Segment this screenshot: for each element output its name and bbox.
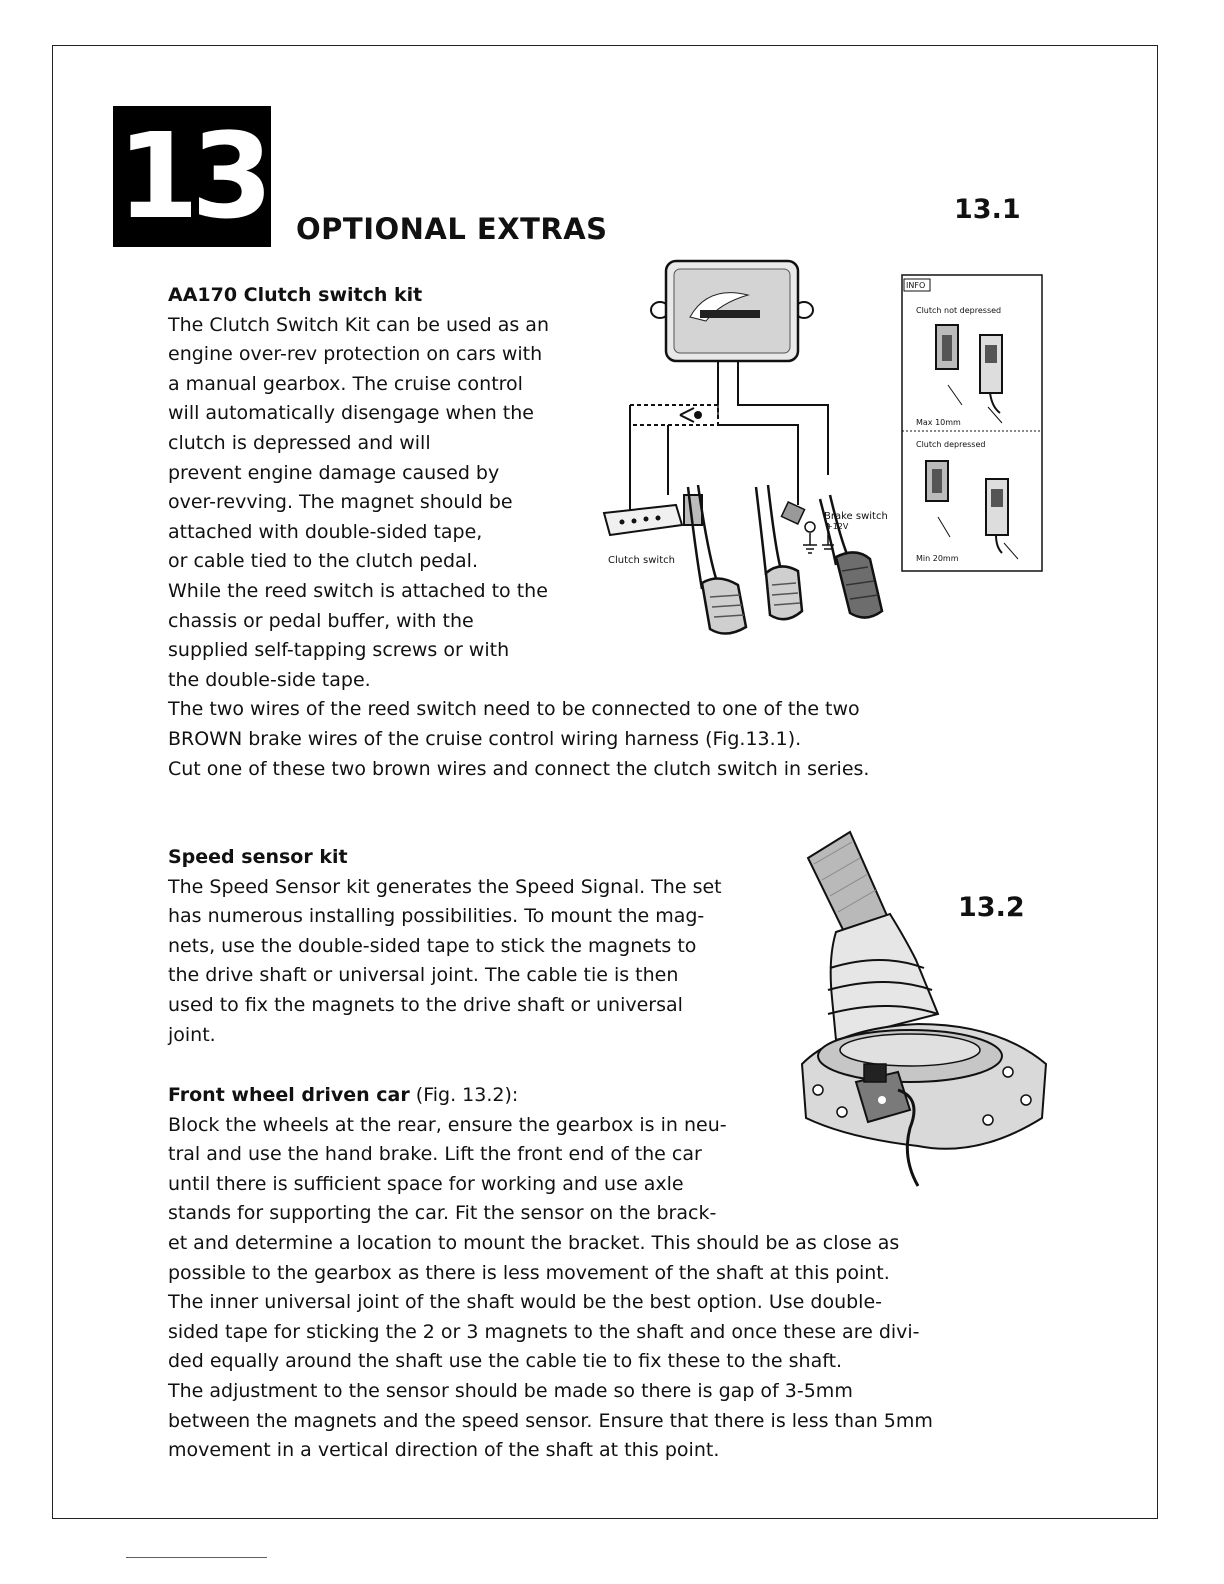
paragraph-line: The inner universal joint of the shaft would be the best option. Use double- [168, 1291, 883, 1314]
wiring-harness [630, 361, 828, 525]
paragraph-line: used to fix the magnets to the drive shaft or universal [168, 993, 683, 1016]
paragraph-line: The Speed Sensor kit generates the Speed Signal. The set [168, 875, 722, 898]
paragraph-line: stands for supporting the car. Fit the sensor on the brack- [168, 1202, 717, 1225]
brake-switch-label: Brake switch [824, 511, 888, 522]
paragraph-line: the drive shaft or universal joint. The cable tie is then [168, 964, 679, 987]
paragraph-line: sided tape for sticking the 2 or 3 magnets to the shaft and once these are divi- [168, 1320, 920, 1343]
paragraph-line: ded equally around the shaft use the cable tie to fix these to the shaft. [168, 1350, 843, 1373]
clutch-kit-heading: AA170 Clutch switch kit [168, 284, 423, 306]
gearbox-housing-illustration [802, 1024, 1046, 1149]
speed-sensor-diagram [798, 828, 1052, 1200]
figure-13-1-label: 13.1 [954, 194, 1021, 225]
paragraph-line: et and determine a location to mount the bracket. This should be as close as [168, 1231, 900, 1254]
paragraph-line: clutch is depressed and will [168, 431, 431, 454]
clutch-switch-label: Clutch switch [608, 555, 675, 566]
chapter-number: 13 [113, 106, 271, 247]
brake-voltage-label: +12V [826, 522, 849, 531]
paragraph-line: prevent engine damage caused by [168, 461, 500, 484]
paragraph-line: tral and use the hand brake. Lift the front end of the car [168, 1143, 702, 1166]
paragraph-line: chassis or pedal buffer, with the [168, 609, 474, 632]
paragraph-line: between the magnets and the speed sensor. Ensure that there is less than 5mm [168, 1409, 933, 1432]
bottom-link-underline [126, 1557, 267, 1558]
front-wheel-heading-suffix: (Fig. 13.2): [409, 1084, 519, 1106]
paragraph-line: until there is sufficient space for working and use axle [168, 1172, 684, 1195]
clutch-depressed-label: Clutch depressed [916, 440, 986, 449]
clutch-pedal-pad [702, 578, 746, 633]
paragraph-line: The adjustment to the sensor should be made so there is gap of 3-5mm [168, 1379, 853, 1402]
brake-pedal-pad [766, 566, 802, 619]
min-20mm-label: Min 20mm [916, 554, 959, 563]
paragraph-line: The two wires of the reed switch need to be connected to one of the two [168, 698, 860, 721]
paragraph-line: nets, use the double-sided tape to stick the magnets to [168, 934, 697, 957]
paragraph-line: engine over-rev protection on cars with [168, 343, 543, 366]
speed-kit-heading: Speed sensor kit [168, 846, 348, 868]
paragraph-line: Cut one of these two brown wires and connect the clutch switch in series. [168, 757, 870, 780]
paragraph-line: attached with double-sided tape, [168, 520, 483, 543]
paragraph-line: BROWN brake wires of the cruise control wiring harness (Fig.13.1). [168, 727, 802, 750]
paragraph-line: over-revving. The magnet should be [168, 491, 513, 514]
paragraph-line: will automatically disengage when the [168, 402, 534, 425]
front-wheel-heading: Front wheel driven car [168, 1084, 410, 1106]
max-10mm-label: Max 10mm [916, 418, 961, 427]
cv-boot-illustration [828, 914, 938, 1040]
clutch-not-depressed-label: Clutch not depressed [916, 306, 1002, 315]
control-unit-illustration [651, 261, 813, 361]
paragraph-line: the double-side tape. [168, 668, 371, 691]
paragraph-line: or cable tied to the clutch pedal. [168, 550, 479, 573]
speed-kit-section [168, 843, 722, 1050]
figure-13-2-label: 13.2 [958, 892, 1025, 923]
paragraph-line: possible to the gearbox as there is less movement of the shaft at this point. [168, 1261, 890, 1284]
accelerator-pedal-pad [836, 552, 882, 617]
section-title: OPTIONAL EXTRAS [296, 212, 608, 246]
clutch-switch-illustration [604, 495, 702, 535]
paragraph-line: supplied self-tapping screws or with [168, 639, 510, 662]
paragraph-line: Block the wheels at the rear, ensure the gearbox is in neu- [168, 1113, 727, 1136]
paragraph-line: has numerous installing possibilities. To mount the mag- [168, 905, 705, 928]
paragraph-line: While the reed switch is attached to the [168, 579, 548, 602]
clutch-switch-diagram [598, 255, 1050, 640]
paragraph-line: The Clutch Switch Kit can be used as an [168, 313, 549, 336]
paragraph-line: movement in a vertical direction of the shaft at this point. [168, 1439, 720, 1462]
paragraph-line: joint. [168, 1023, 216, 1046]
info-label: INFO [906, 281, 926, 290]
paragraph-line: a manual gearbox. The cruise control [168, 372, 523, 395]
wire-connector [680, 408, 702, 422]
